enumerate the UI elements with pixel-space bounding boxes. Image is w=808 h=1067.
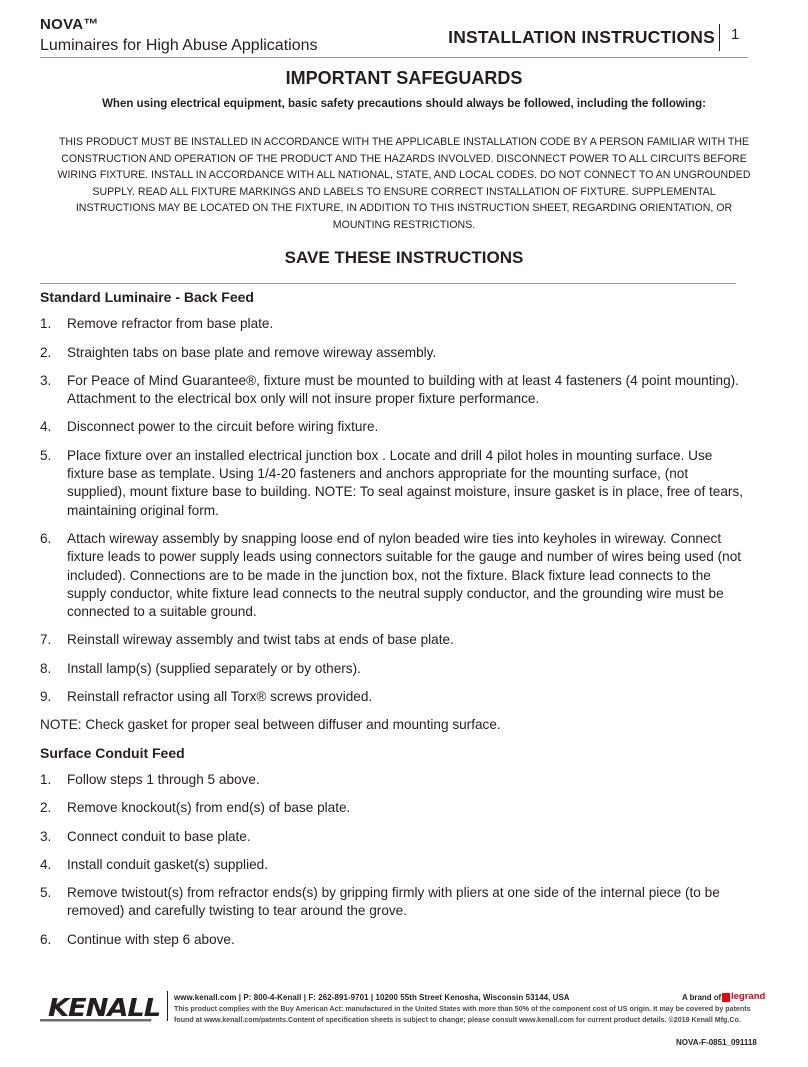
back-feed-step (40, 631, 750, 649)
step-number: 2. (40, 800, 52, 816)
conduit-feed-steps (40, 771, 750, 949)
back-feed-step (40, 530, 750, 621)
document-code: NOVA-F-0851_091118 (676, 1038, 757, 1047)
step-number: 6. (40, 530, 52, 546)
step-number: 6. (40, 931, 52, 947)
header-rule (40, 57, 748, 58)
step-text: Place fixture over an installed electrical junction box . Locate and drill 4 pilot holes in mounting surface. Use fixture base as template. Using 1/4-20 fasteners and anchors appropriate for the mounting surface, (not supplied), mount fixture base to building. NOTE: To seal against moisture, insure gasket is in place, free of tears, maintaining original form. (67, 447, 744, 518)
conduit-feed-heading: Surface Conduit Feed (40, 744, 185, 761)
step-number: 9. (40, 689, 52, 705)
step-text: Install lamp(s) (supplied separately or by others). (67, 660, 361, 676)
step-text: Remove twistout(s) from refractor ends(s) by gripping firmly with pliers at one side of the internal piece (to be removed) and carefully twisting to tear around the grove. (67, 885, 720, 919)
conduit-feed-step (40, 856, 750, 874)
step-text: Follow steps 1 through 5 above. (67, 771, 260, 787)
conduit-feed-step (40, 771, 750, 789)
back-feed-step (40, 372, 750, 409)
step-number: 2. (40, 344, 52, 360)
step-text: Attach wireway assembly by snapping loose end of nylon beaded wire ties into keyholes in wireway. Connect fixture leads to power supply leads using connectors suitable for the gauge and number of wires being used (not included). Connections are to be made in the junction box, not the fixture. Black fixture lead connects to the supply conductor, white fixture lead connects to the neutral supply conductor, and the grounding wire must be connected to a suitable ground. (67, 530, 742, 620)
conduit-feed-step (40, 884, 750, 921)
step-text: Reinstall refractor using all Torx® screws provided. (67, 689, 373, 705)
back-feed-step (40, 344, 750, 362)
safeguards-intro: When using electrical equipment, basic safety precautions should always be followed, including the following: (102, 98, 706, 110)
step-number: 3. (40, 828, 52, 844)
step-number: 4. (40, 856, 52, 872)
logo-wordmark: KENALL (48, 993, 161, 1022)
legrand-icon (722, 993, 730, 1002)
step-text: Straighten tabs on base plate and remove wireway assembly. (67, 344, 437, 360)
kenall-logo (40, 988, 165, 1024)
gasket-note: NOTE: Check gasket for proper seal between diffuser and mounting surface. (40, 717, 501, 733)
conduit-feed-step (40, 799, 750, 817)
step-text: Connect conduit to base plate. (67, 828, 251, 844)
step-number: 1. (40, 316, 52, 332)
step-text: Disconnect power to the circuit before wiring fixture. (67, 419, 379, 435)
step-number: 8. (40, 660, 52, 676)
step-number: 1. (40, 771, 52, 787)
step-text: Remove refractor from base plate. (67, 316, 274, 332)
step-number: 4. (40, 419, 52, 435)
step-number: 7. (40, 632, 52, 648)
conduit-feed-step (40, 931, 750, 949)
back-feed-step (40, 315, 750, 333)
footer-divider (167, 991, 168, 1021)
header-divider (719, 24, 720, 51)
save-instructions-title: SAVE THESE INSTRUCTIONS (284, 248, 524, 267)
step-text: Install conduit gasket(s) supplied. (67, 856, 268, 872)
back-feed-heading: Standard Luminaire - Back Feed (40, 289, 254, 305)
back-feed-step (40, 660, 750, 678)
step-text: Reinstall wireway assembly and twist tabs at ends of base plate. (67, 632, 454, 648)
footer-legal: This product complies with the Buy American Act: manufactured in the United States with more than 50% of the component cost of US origin. It may be covered by patents found at www.kenall.com/patents.Content of specification sheets is subject to change; please consult www.kenall.com for current product details. ©2019 Kenall Mfg.Co. (174, 1005, 751, 1024)
step-number: 5. (40, 447, 52, 463)
product-subtitle: Luminaires for High Abuse Applications (40, 37, 318, 54)
back-feed-step (40, 418, 750, 436)
conduit-feed-step (40, 828, 750, 846)
back-feed-steps (40, 315, 750, 706)
footer-contact: www.kenall.com | P: 800-4-Kenall | F: 262-891-9701 | 10200 55th Street Kenosha, Wisconsin 53144, USA (174, 993, 570, 1002)
product-name: NOVA™ (40, 16, 99, 33)
step-number: 5. (40, 885, 52, 901)
legrand-wordmark: legrand (731, 991, 766, 1002)
brand-of-label: A brand of (682, 993, 722, 1002)
instructions-content (40, 288, 750, 959)
step-text: Continue with step 6 above. (67, 931, 235, 947)
back-feed-step (40, 447, 750, 520)
section-rule (40, 283, 736, 284)
step-number: 3. (40, 372, 52, 388)
step-text: Remove knockout(s) from end(s) of base plate. (67, 800, 351, 816)
step-text: For Peace of Mind Guarantee®, fixture must be mounted to building with at least 4 fasteners (4 point mounting). Attachment to the electrical box only will not insure proper fixture performance. (67, 372, 739, 407)
page-number: 1 (731, 26, 740, 43)
safeguards-title: IMPORTANT SAFEGUARDS (285, 68, 523, 88)
back-feed-step (40, 688, 750, 706)
safeguards-body: THIS PRODUCT MUST BE INSTALLED IN ACCORDANCE WITH THE APPLICABLE INSTALLATION CODE BY A PERSON FAMILIAR WITH THE CONSTRUCTION AND OPERATION OF THE PRODUCT AND THE HAZARDS INVOLVED. DISCONNECT POWER TO ALL CIRCUITS BEFORE WIRING FIXTURE. INSTALL IN ACCORDANCE WITH ALL NATIONAL, STATE, AND LOCAL CODES. DO NOT CONNECT TO AN UNGROUNDED SUPPLY. READ ALL FIXTURE MARKINGS AND LABELS TO ENSURE CORRECT INSTALLATION OF FIXTURE. SUPPLEMENTAL INSTRUCTIONS MAY BE LOCATED ON THE FIXTURE, IN ADDITION TO THIS INSTRUCTION SHEET, REGARDING ORIENTATION, OR MOUNTING RESTRICTIONS. (57, 136, 751, 231)
document-type: INSTALLATION INSTRUCTIONS (448, 27, 715, 47)
